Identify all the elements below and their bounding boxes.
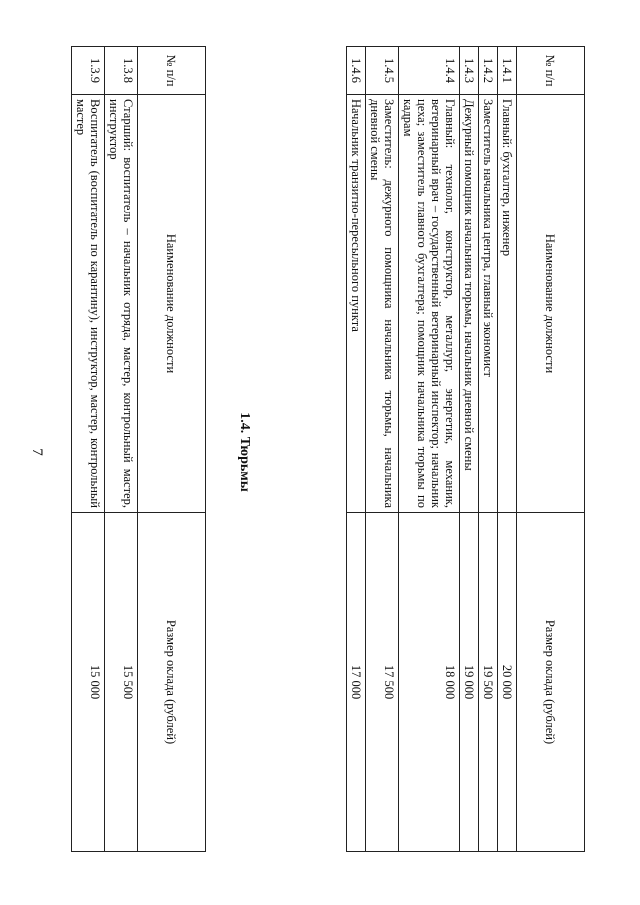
row-salary: 15 000	[72, 513, 105, 852]
row-position: Дежурный помощник начальника тюрьмы, начальник дневной смены	[460, 95, 479, 513]
header-salary: Размер оклада (рублей)	[517, 513, 585, 852]
row-position: Старший: воспитатель – начальник отряда, мастер, контрольный мастер, инструктор	[105, 95, 138, 513]
row-salary: 20 000	[498, 513, 517, 852]
salary-table-2	[346, 46, 585, 852]
table-1-wrapper	[71, 46, 206, 852]
row-number: 1.4.4	[399, 47, 460, 95]
row-salary: 17 000	[347, 513, 366, 852]
row-number: 1.4.5	[366, 47, 399, 95]
header-number: № п/п	[517, 47, 585, 95]
table-row	[479, 47, 498, 852]
row-salary: 19 500	[479, 513, 498, 852]
row-number: 1.4.3	[460, 47, 479, 95]
header-position: Наименование должности	[517, 95, 585, 513]
row-number: 1.3.8	[105, 47, 138, 95]
table-row	[347, 47, 366, 852]
row-position: Главный: технолог, конструктор, металлург, энергетик, механик, ветеринарный врач – государственный ветеринарный инспектор; начальник цеха; заместитель главного бухгалтера; помощник начальника тюрьмы по кадрам	[399, 95, 460, 513]
table-2-wrapper	[346, 46, 585, 852]
row-number: 1.4.2	[479, 47, 498, 95]
header-number: № п/п	[138, 47, 206, 95]
row-position: Заместитель начальника центра, главный экономист	[479, 95, 498, 513]
table-header-row	[517, 47, 585, 852]
page-number: 7	[29, 448, 45, 456]
row-position: Главный: бухгалтер, инженер	[498, 95, 517, 513]
row-salary: 17 500	[366, 513, 399, 852]
table-row	[399, 47, 460, 852]
header-salary: Размер оклада (рублей)	[138, 513, 206, 852]
section-title: 1.4. Тюрьмы	[237, 412, 252, 492]
row-number: 1.4.6	[347, 47, 366, 95]
table-row	[72, 47, 105, 852]
table-row	[498, 47, 517, 852]
row-number: 1.4.1	[498, 47, 517, 95]
salary-table-1	[71, 46, 206, 852]
table-row	[105, 47, 138, 852]
row-number: 1.3.9	[72, 47, 105, 95]
table-row	[366, 47, 399, 852]
row-salary: 18 000	[399, 513, 460, 852]
row-salary: 15 500	[105, 513, 138, 852]
row-salary: 19 000	[460, 513, 479, 852]
table-row	[460, 47, 479, 852]
table-header-row	[138, 47, 206, 852]
row-position: Воспитатель (воспитатель по карантину), инструктор, мастер, контрольный мастер	[72, 95, 105, 513]
row-position: Начальник транзитно-пересыльного пункта	[347, 95, 366, 513]
header-position: Наименование должности	[138, 95, 206, 513]
row-position: Заместитель: дежурного помощника начальника тюрьмы, начальника дневной смены	[366, 95, 399, 513]
